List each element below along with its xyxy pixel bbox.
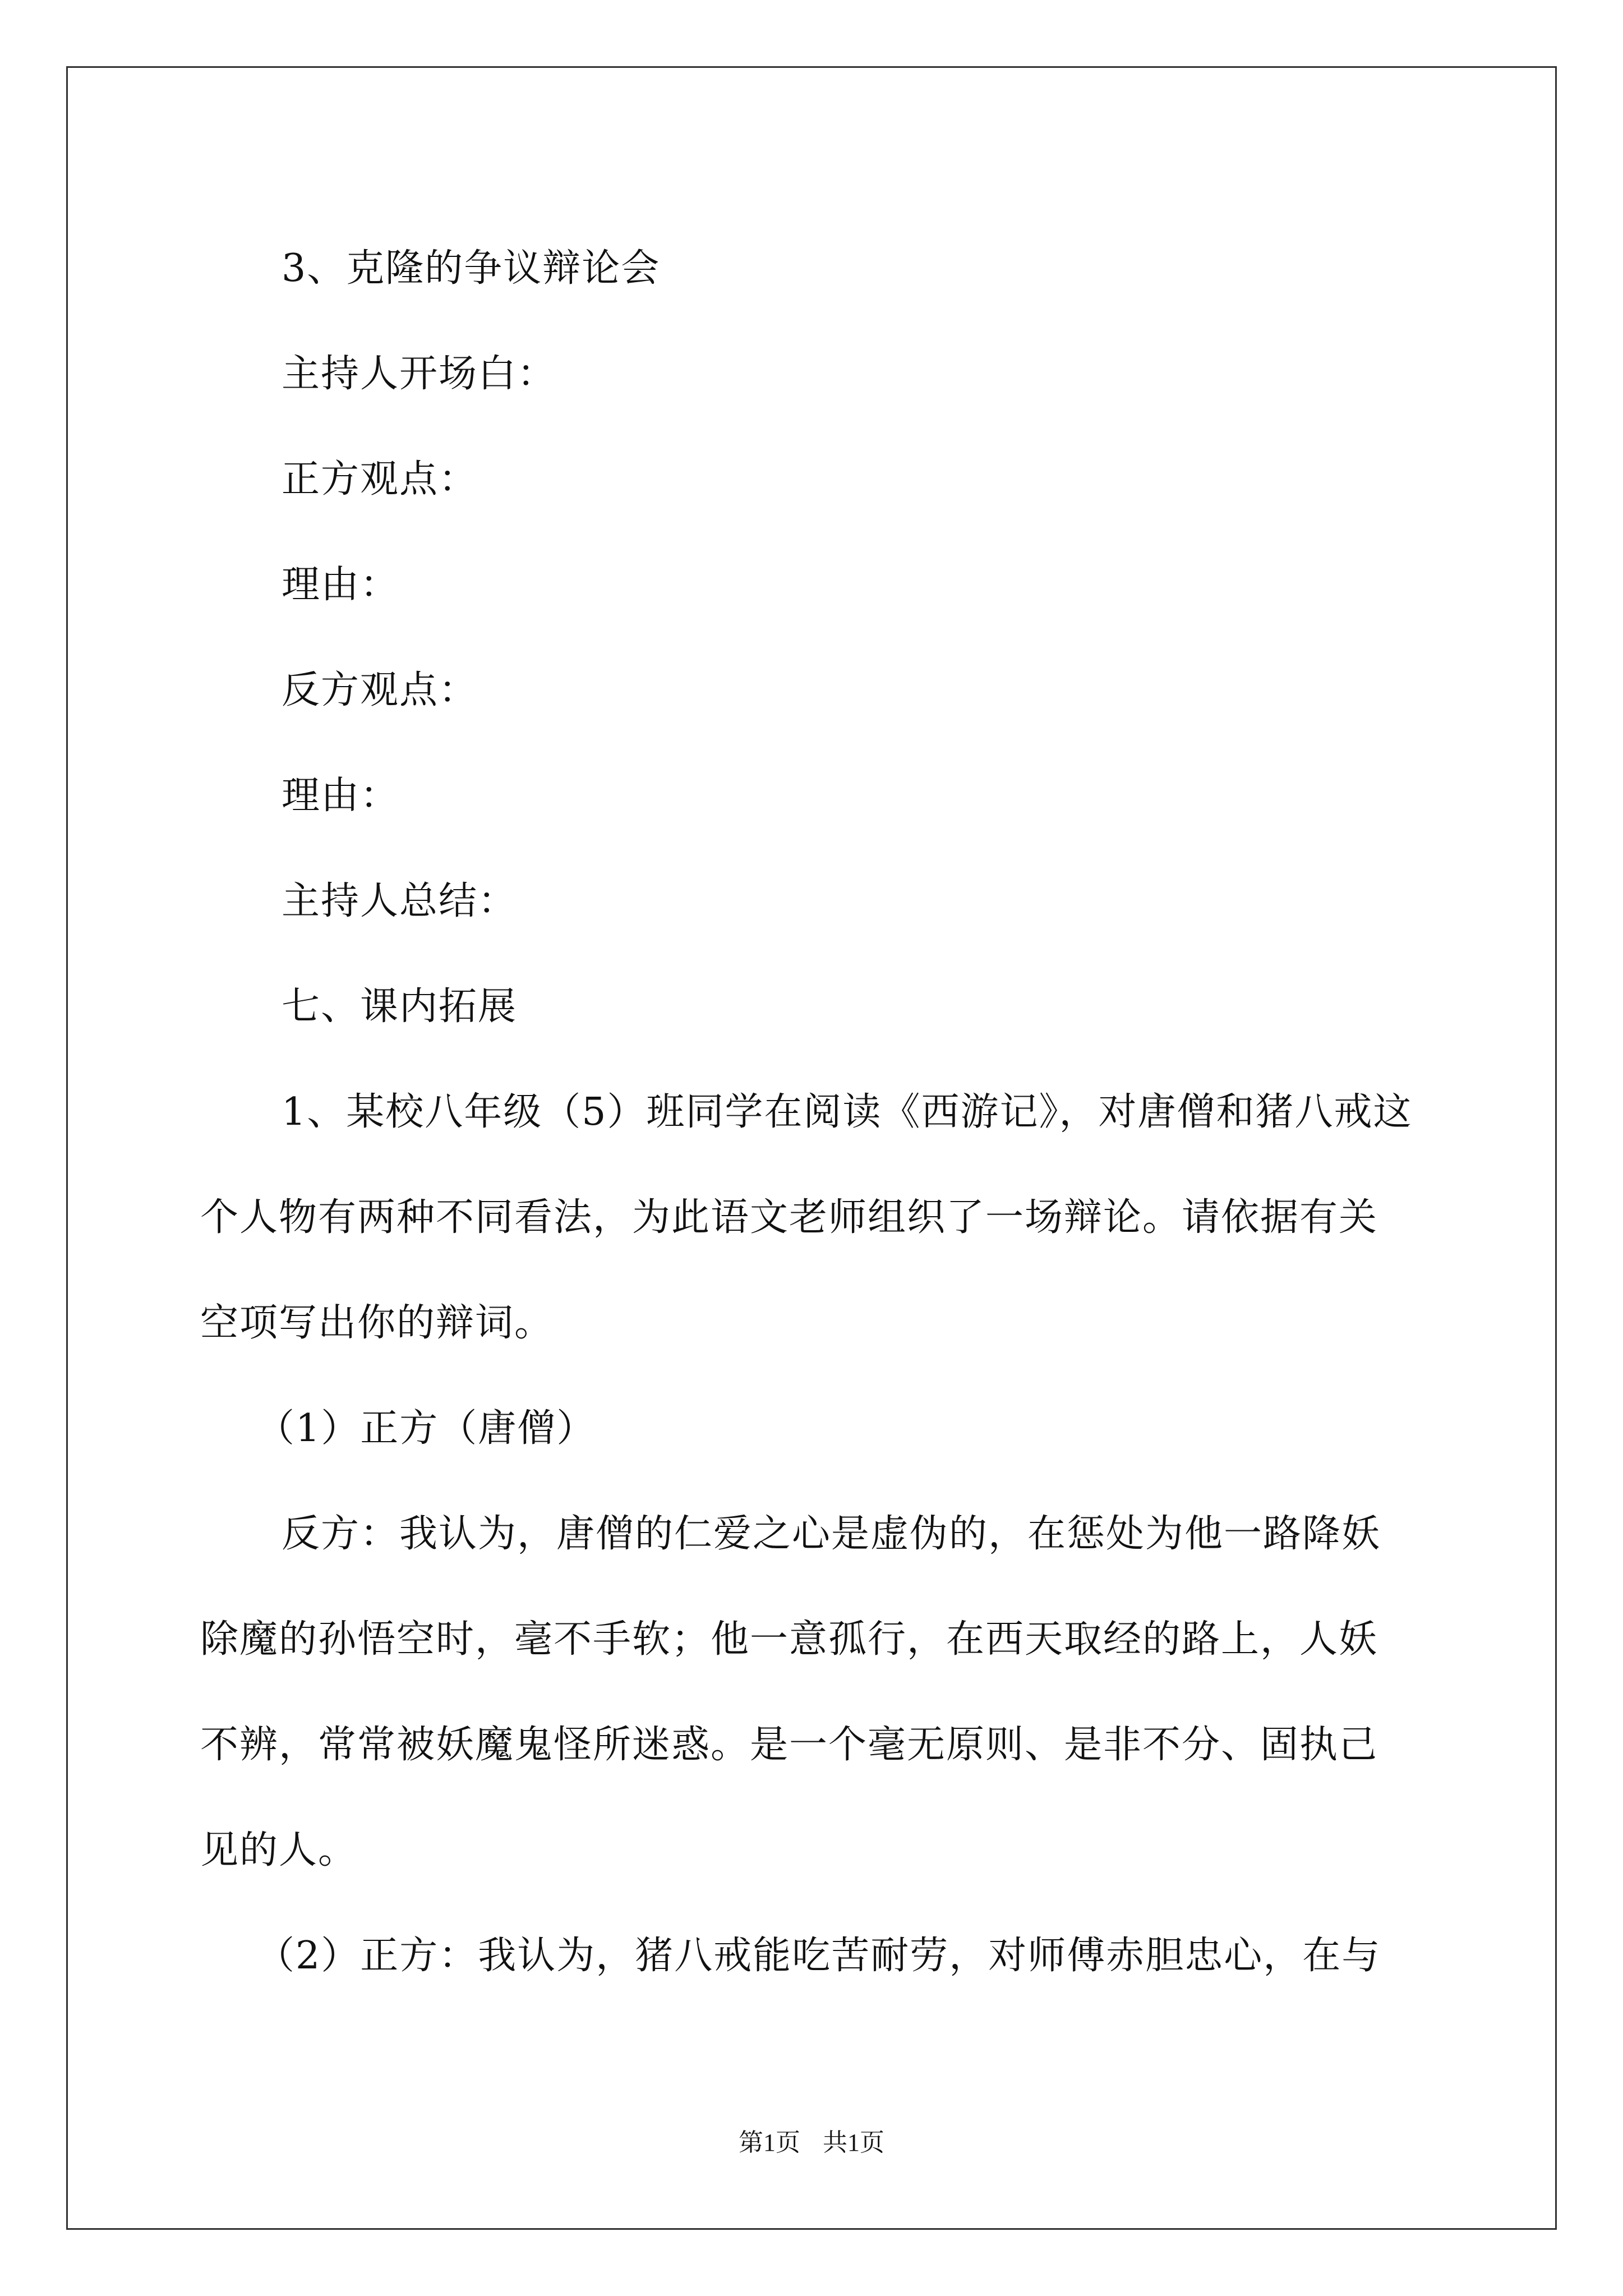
page-footer	[0, 2126, 1623, 2160]
question-paragraph-line: 空项写出你的辩词。	[200, 1301, 554, 1345]
section-heading-extension: 七、课内拓展	[282, 984, 518, 1029]
host-summary-label: 主持人总结：	[282, 879, 518, 923]
con-argument-line: 除魔的孙悟空时，毫不手软；他一意孤行，在西天取经的路上，人妖	[200, 1617, 1378, 1662]
con-reason-label: 理由：	[282, 774, 400, 818]
sub-question-line: （2）正方：我认为，猪八戒能吃苦耐劳，对师傅赤胆忠心，在与	[256, 1934, 1381, 1978]
question-paragraph-line: 1、某校八年级（5）班同学在阅读《西游记》，对唐僧和猪八戒这	[282, 1090, 1413, 1134]
section-heading-debate: 3、克隆的争议辩论会	[282, 246, 661, 291]
pro-viewpoint-label: 正方观点：	[282, 457, 478, 501]
host-opening-label: 主持人开场白：	[282, 352, 557, 396]
pro-reason-label: 理由：	[282, 563, 400, 607]
page-number-current: 第1页	[739, 2129, 800, 2156]
con-viewpoint-label: 反方观点：	[282, 668, 478, 712]
page-number-total: 共1页	[823, 2129, 884, 2156]
con-argument-line: 不辨，常常被妖魔鬼怪所迷惑。是一个毫无原则、是非不分、固执己	[200, 1723, 1378, 1767]
con-argument-line: 见的人。	[200, 1828, 358, 1872]
con-argument-line: 反方：我认为，唐僧的仁爱之心是虚伪的，在惩处为他一路降妖	[282, 1512, 1381, 1556]
document-body	[200, 216, 1428, 2009]
sub-question-heading: （1）正方（唐僧）	[256, 1406, 596, 1451]
question-paragraph-line: 个人物有两种不同看法，为此语文老师组织了一场辩论。请依据有关	[200, 1195, 1378, 1240]
